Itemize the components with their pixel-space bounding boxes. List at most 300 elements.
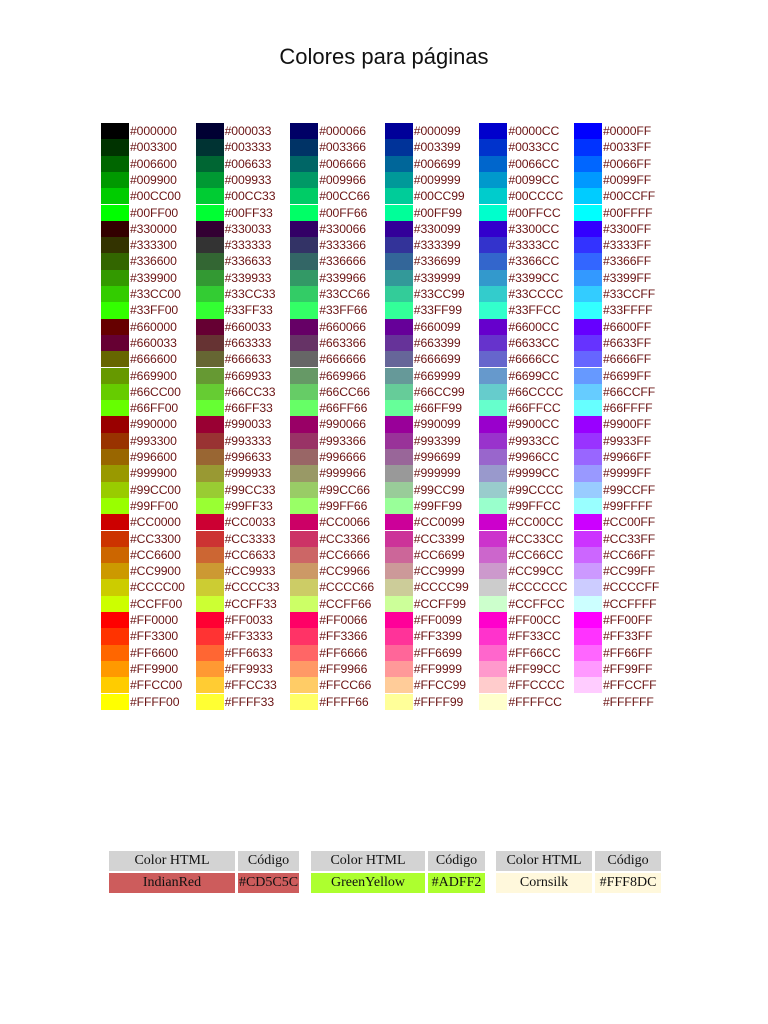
color-row — [290, 482, 384, 498]
color-code: #CC9933 — [224, 564, 276, 579]
color-row — [196, 677, 290, 693]
color-swatch — [479, 547, 507, 563]
color-row — [385, 270, 479, 286]
color-code: #336666 — [319, 254, 366, 269]
color-code: #3300FF — [603, 221, 652, 236]
color-code: #33FFFF — [603, 303, 653, 318]
color-row — [196, 351, 290, 367]
color-row — [196, 123, 290, 139]
color-code: #99CC66 — [319, 482, 370, 497]
color-row — [574, 547, 668, 563]
color-row — [479, 465, 573, 481]
color-code: #FFFF99 — [413, 694, 464, 709]
color-row — [290, 645, 384, 661]
color-swatch — [385, 237, 413, 253]
color-code: #669933 — [224, 368, 272, 383]
color-code: #0099CC — [508, 172, 560, 187]
color-swatch — [574, 172, 602, 188]
color-swatch — [385, 172, 413, 188]
color-swatch — [101, 579, 129, 595]
color-code: #CCCC66 — [319, 580, 375, 595]
color-code: #CC66FF — [603, 547, 656, 562]
header-codigo: Código — [594, 851, 662, 872]
color-code: #330033 — [224, 221, 272, 236]
color-row — [101, 172, 195, 188]
color-swatch — [385, 368, 413, 384]
color-code: #00CC99 — [413, 189, 465, 204]
color-swatch — [101, 416, 129, 432]
example-color-name: GreenYellow — [311, 872, 427, 893]
color-row — [290, 139, 384, 155]
color-row — [101, 368, 195, 384]
color-row — [101, 612, 195, 628]
color-row — [196, 172, 290, 188]
color-swatch — [574, 661, 602, 677]
color-row — [479, 270, 573, 286]
color-row — [101, 416, 195, 432]
color-code: #333399 — [413, 238, 461, 253]
color-swatch — [101, 368, 129, 384]
color-row — [101, 694, 195, 710]
color-row — [574, 645, 668, 661]
color-code: #996600 — [130, 450, 177, 464]
color-code: #99FFFF — [603, 498, 653, 513]
color-swatch — [101, 156, 129, 172]
color-row — [101, 221, 195, 237]
color-row — [290, 270, 384, 286]
color-code: #CC9966 — [319, 564, 370, 579]
color-code: #FF33FF — [603, 629, 653, 644]
color-code: #006633 — [224, 156, 272, 171]
color-row — [479, 319, 573, 335]
color-code: #FF3366 — [319, 629, 368, 644]
color-row — [101, 677, 195, 693]
color-row — [479, 139, 573, 155]
color-swatch — [101, 677, 129, 693]
color-code: #FF6699 — [413, 645, 462, 660]
header-color-html: Color HTML — [311, 851, 427, 872]
color-row — [574, 123, 668, 139]
color-swatch — [479, 579, 507, 595]
color-swatch — [385, 384, 413, 400]
color-swatch — [101, 465, 129, 481]
color-code: #33CCFF — [603, 287, 656, 301]
color-swatch — [479, 139, 507, 155]
color-swatch — [196, 351, 224, 367]
color-row — [196, 302, 290, 318]
color-swatch — [290, 351, 318, 367]
color-swatch — [101, 694, 129, 710]
color-swatch — [290, 188, 318, 204]
color-swatch — [385, 563, 413, 579]
color-code: #333366 — [319, 238, 366, 253]
color-swatch — [101, 319, 129, 335]
color-swatch — [290, 335, 318, 351]
color-swatch — [574, 205, 602, 221]
color-row — [101, 188, 195, 204]
color-row — [290, 384, 384, 400]
color-row — [385, 694, 479, 710]
color-row — [196, 482, 290, 498]
color-code: #996666 — [319, 450, 366, 464]
color-code: #FF00CC — [508, 613, 561, 627]
color-code: #993300 — [130, 433, 177, 448]
color-row — [574, 677, 668, 693]
color-row — [574, 351, 668, 367]
color-row — [574, 465, 668, 481]
color-swatch — [196, 677, 224, 693]
color-swatch — [574, 335, 602, 351]
color-swatch — [101, 596, 129, 612]
color-code: #330066 — [319, 221, 366, 236]
color-code: #FF3300 — [130, 629, 179, 644]
color-swatch — [101, 123, 129, 139]
color-row — [290, 351, 384, 367]
color-row — [101, 563, 195, 579]
color-code: #CC0033 — [224, 515, 276, 530]
color-row — [479, 694, 573, 710]
color-swatch — [101, 661, 129, 677]
color-code: #FF66CC — [508, 645, 561, 660]
color-row — [574, 612, 668, 628]
color-row — [385, 335, 479, 351]
color-row — [574, 400, 668, 416]
color-code: #00CCCC — [508, 189, 564, 204]
color-row — [385, 384, 479, 400]
color-row — [196, 694, 290, 710]
color-code: #00FF99 — [413, 205, 462, 220]
color-swatch — [101, 514, 129, 530]
color-swatch — [385, 400, 413, 416]
color-swatch — [574, 384, 602, 400]
color-row — [196, 335, 290, 351]
color-swatch — [574, 645, 602, 661]
color-swatch — [479, 694, 507, 710]
color-swatch — [385, 612, 413, 628]
color-swatch — [574, 531, 602, 547]
color-code: #660099 — [413, 319, 461, 334]
color-row — [196, 416, 290, 432]
color-code: #999900 — [130, 466, 177, 481]
color-code: #6633CC — [508, 335, 560, 350]
color-row — [479, 400, 573, 416]
color-swatch — [385, 661, 413, 677]
color-code: #0099FF — [603, 172, 652, 187]
color-row — [479, 498, 573, 514]
color-row — [574, 368, 668, 384]
color-row — [574, 156, 668, 172]
color-swatch — [574, 694, 602, 710]
color-row — [574, 579, 668, 595]
color-code: #66CC00 — [130, 384, 181, 399]
color-row — [290, 319, 384, 335]
color-swatch — [574, 579, 602, 595]
color-row — [479, 645, 573, 661]
color-code: #CCFFCC — [508, 596, 565, 611]
color-code: #CC00FF — [603, 515, 656, 530]
color-swatch — [196, 368, 224, 384]
color-swatch — [479, 612, 507, 628]
color-row — [290, 123, 384, 139]
color-swatch — [196, 286, 224, 302]
color-swatch — [196, 498, 224, 514]
color-swatch — [385, 596, 413, 612]
color-code: #666699 — [413, 352, 461, 367]
color-row — [196, 400, 290, 416]
color-row — [479, 433, 573, 449]
color-row — [101, 270, 195, 286]
color-swatch — [290, 628, 318, 644]
color-swatch — [479, 156, 507, 172]
color-swatch — [196, 156, 224, 172]
color-code: #6666FF — [603, 352, 652, 367]
color-code: #FF0033 — [224, 613, 273, 627]
color-swatch — [101, 205, 129, 221]
color-code: #66CC66 — [319, 384, 370, 399]
color-row — [574, 563, 668, 579]
color-swatch — [101, 433, 129, 449]
color-code: #CC3399 — [413, 531, 465, 546]
color-swatch — [101, 253, 129, 269]
color-row — [574, 319, 668, 335]
color-code: #99FF66 — [319, 498, 368, 513]
color-row — [101, 628, 195, 644]
color-row — [574, 514, 668, 530]
color-swatch — [101, 400, 129, 416]
color-code: #0000FF — [603, 124, 652, 138]
color-row — [101, 351, 195, 367]
color-code: #00CC66 — [319, 189, 370, 204]
color-row — [101, 205, 195, 221]
header-color-html: Color HTML — [496, 851, 594, 872]
color-swatch — [196, 270, 224, 286]
color-code: #333333 — [224, 238, 272, 253]
color-row — [479, 596, 573, 612]
color-row — [385, 286, 479, 302]
color-swatch — [196, 465, 224, 481]
color-code: #006600 — [130, 156, 177, 171]
color-row — [479, 172, 573, 188]
color-row — [385, 253, 479, 269]
color-swatch — [196, 612, 224, 628]
color-code: #66CC99 — [413, 384, 465, 399]
color-code: #330099 — [413, 221, 461, 236]
color-code: #00FFCC — [508, 205, 561, 220]
color-code: #66CC33 — [224, 384, 276, 399]
color-swatch — [290, 596, 318, 612]
color-swatch — [479, 286, 507, 302]
color-row — [290, 498, 384, 514]
color-swatch — [385, 514, 413, 530]
color-code: #6600FF — [603, 319, 652, 334]
color-swatch — [479, 351, 507, 367]
color-code: #CCCC33 — [224, 580, 280, 595]
color-swatch — [290, 498, 318, 514]
color-code: #3300CC — [508, 221, 560, 236]
color-code: #99CCFF — [603, 482, 656, 497]
color-code: #66CCCC — [508, 384, 564, 399]
color-row — [385, 123, 479, 139]
color-row — [196, 498, 290, 514]
color-swatch — [574, 123, 602, 139]
color-code: #FF99FF — [603, 661, 653, 676]
color-swatch — [196, 302, 224, 318]
color-row — [196, 433, 290, 449]
color-row — [101, 335, 195, 351]
color-swatch — [101, 547, 129, 563]
color-row — [385, 368, 479, 384]
color-code: #009900 — [130, 172, 177, 187]
color-row — [479, 205, 573, 221]
color-row — [385, 416, 479, 432]
color-code: #FF6666 — [319, 645, 368, 660]
color-code: #FF6600 — [130, 645, 179, 660]
color-swatch — [479, 188, 507, 204]
color-code: #CC00CC — [508, 515, 564, 530]
color-row — [290, 449, 384, 465]
color-row — [101, 449, 195, 465]
color-code: #663399 — [413, 335, 461, 350]
color-row — [385, 205, 479, 221]
color-swatch — [290, 661, 318, 677]
color-swatch — [385, 205, 413, 221]
color-swatch — [385, 531, 413, 547]
color-swatch — [101, 449, 129, 465]
color-row — [196, 514, 290, 530]
color-swatch — [196, 205, 224, 221]
example-table-3 — [496, 851, 661, 893]
color-row — [385, 563, 479, 579]
color-swatch — [196, 400, 224, 416]
color-swatch — [290, 563, 318, 579]
color-code: #CCFF99 — [413, 596, 466, 611]
color-row — [574, 205, 668, 221]
color-swatch — [290, 319, 318, 335]
color-row — [196, 579, 290, 595]
color-swatch — [101, 139, 129, 155]
color-row — [385, 628, 479, 644]
color-code: #00FFFF — [603, 205, 653, 220]
color-swatch — [385, 351, 413, 367]
color-swatch — [385, 253, 413, 269]
color-row — [574, 449, 668, 465]
color-code: #FFCCFF — [603, 678, 657, 693]
color-code: #99FF00 — [130, 498, 179, 513]
color-code: #CCFF00 — [130, 596, 183, 611]
color-row — [196, 139, 290, 155]
color-swatch — [574, 416, 602, 432]
color-row — [290, 156, 384, 172]
color-code: #663366 — [319, 335, 366, 350]
color-row — [196, 596, 290, 612]
color-row — [574, 531, 668, 547]
color-swatch — [101, 221, 129, 237]
color-code: #33FF99 — [413, 303, 462, 318]
color-row — [574, 172, 668, 188]
color-code: #FF9966 — [319, 661, 368, 676]
color-row — [101, 547, 195, 563]
color-swatch — [290, 677, 318, 693]
example-table-1 — [109, 851, 299, 893]
color-code: #9999CC — [508, 466, 560, 481]
color-swatch — [385, 498, 413, 514]
color-swatch — [385, 286, 413, 302]
color-swatch — [479, 563, 507, 579]
color-row — [290, 172, 384, 188]
color-code: #CC99FF — [603, 564, 656, 579]
color-row — [290, 400, 384, 416]
color-code: #996699 — [413, 450, 461, 464]
page-title: Colores para páginas — [279, 44, 489, 69]
color-row — [385, 156, 479, 172]
color-row — [479, 286, 573, 302]
color-row — [385, 661, 479, 677]
color-code: #CC6600 — [130, 547, 181, 562]
color-swatch — [479, 253, 507, 269]
color-swatch — [479, 302, 507, 318]
color-code: #FF00FF — [603, 613, 653, 627]
color-swatch — [385, 335, 413, 351]
color-code: #CCFFFF — [603, 596, 657, 611]
color-code: #669966 — [319, 368, 366, 383]
color-row — [385, 221, 479, 237]
color-row — [574, 384, 668, 400]
color-swatch — [479, 335, 507, 351]
example-color-code: #ADFF2 — [427, 872, 486, 893]
color-row — [196, 563, 290, 579]
color-row — [290, 514, 384, 530]
color-row — [479, 531, 573, 547]
color-code: #33CC99 — [413, 287, 465, 301]
color-code: #FF9900 — [130, 661, 179, 676]
color-row — [385, 465, 479, 481]
color-code: #0000CC — [508, 124, 560, 138]
color-code: #33CC33 — [224, 287, 276, 301]
color-swatch — [574, 302, 602, 318]
color-swatch — [101, 384, 129, 400]
color-code: #CC9999 — [413, 564, 465, 579]
color-swatch — [290, 465, 318, 481]
color-swatch — [479, 531, 507, 547]
color-row — [290, 596, 384, 612]
color-row — [574, 270, 668, 286]
color-swatch — [385, 416, 413, 432]
color-row — [385, 547, 479, 563]
color-code: #CC33CC — [508, 531, 564, 546]
color-code: #99FF99 — [413, 498, 462, 513]
color-code: #9933FF — [603, 433, 652, 448]
color-row — [574, 661, 668, 677]
color-swatch — [196, 319, 224, 335]
color-row — [574, 596, 668, 612]
color-code: #0066CC — [508, 156, 560, 171]
color-swatch — [290, 172, 318, 188]
color-swatch — [196, 628, 224, 644]
color-swatch — [574, 400, 602, 416]
color-row — [196, 253, 290, 269]
color-code: #FFFFFF — [603, 694, 654, 709]
color-code: #99FF33 — [224, 498, 273, 513]
color-code: #996633 — [224, 450, 272, 464]
color-code: #CC6633 — [224, 547, 276, 562]
color-swatch — [196, 563, 224, 579]
color-row — [101, 482, 195, 498]
color-swatch — [196, 579, 224, 595]
color-swatch — [479, 433, 507, 449]
color-swatch — [385, 270, 413, 286]
color-row — [290, 368, 384, 384]
color-swatch — [479, 661, 507, 677]
